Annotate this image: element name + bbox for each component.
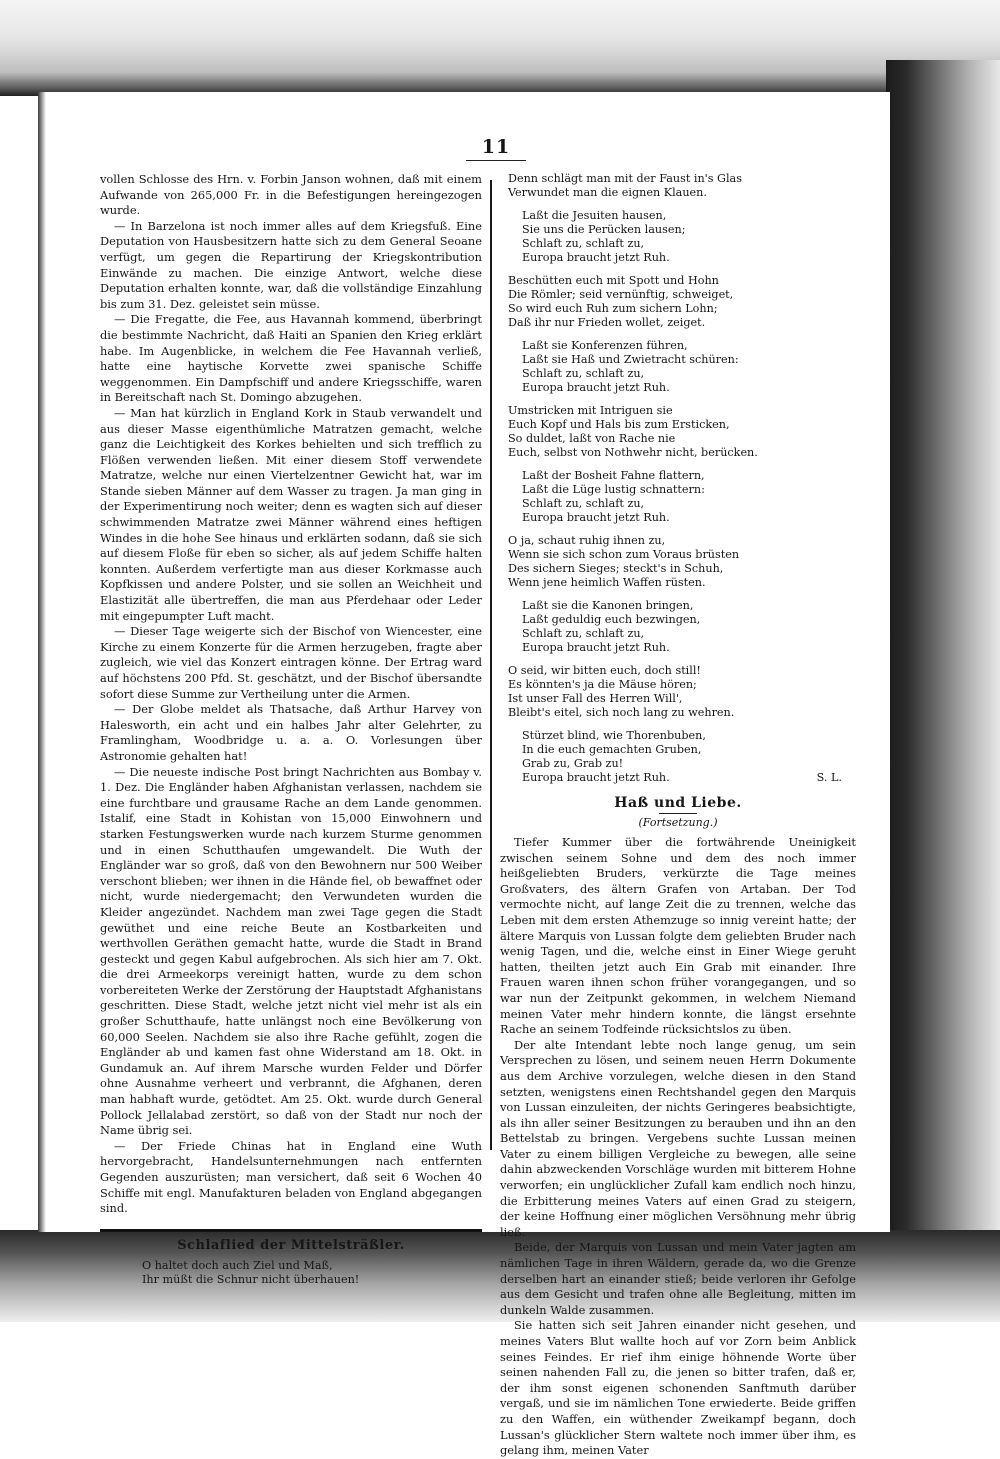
poem-line: Verwundet man die eignen Klauen. [508, 186, 707, 199]
poem-line: Stürzet blind, wie Thorenbuben, [522, 729, 706, 742]
poem-line: Europa braucht jetzt Ruh. [522, 641, 670, 654]
left-column [100, 172, 482, 1287]
poem-line: O haltet doch auch Ziel und Maß, [142, 1258, 333, 1272]
story-title: Haß und Liebe. [614, 795, 742, 811]
poem-line: Beschütten euch mit Spott und Hohn [508, 274, 719, 287]
poem-signature: S. L. [816, 771, 842, 784]
poem-line: Ist unser Fall des Herren Will', [508, 692, 683, 705]
poem-line: Wenn jene heimlich Waffen rüsten. [508, 576, 706, 589]
poem-line: Bleibt's eitel, sich noch lang zu wehren. [508, 706, 735, 719]
article-paragraph: — Die Fregatte, die Fee, aus Havannah kommend, überbringt die bestimmte Nachricht, daß Haiti an Spanien den Krieg erklärt habe. Im Augenblicke, in welchem die Fee Havannah verließ, hatte eine haytische Korvette zwei spanische Schiffe weggenommen. Ein Dampfschiff und andere Kriegsschiffe, waren in Bereitschaft nach St. Domingo abzugehen. [100, 312, 482, 405]
story-body [500, 835, 856, 1459]
binding-edge [38, 92, 46, 1232]
page-number-rule [466, 160, 526, 161]
poem-body [500, 172, 856, 785]
poem-line [522, 771, 856, 785]
poem-line: Sie uns die Perücken lausen; [522, 223, 686, 236]
poem-line: Schlaft zu, schlaft zu, [522, 627, 645, 640]
page-number: 11 [481, 136, 511, 158]
poem-line: Laßt sie Haß und Zwietracht schüren: [522, 353, 739, 366]
poem-line: Wenn sie sich schon zum Voraus brüsten [508, 548, 740, 561]
poem-line: Grab zu, Grab zu! [522, 757, 624, 770]
article-paragraph: vollen Schlosse des Hrn. v. Forbin Janson wohnen, daß mit einem Aufwande von 265,000 Fr. in die Befestigungen hereingezogen wurde. [100, 172, 482, 218]
poem-line: So duldet, laßt von Rache nie [508, 432, 676, 445]
column-divider [490, 180, 492, 1150]
poem-line: O seid, wir bitten euch, doch still! [508, 664, 701, 677]
poem-line: Europa braucht jetzt Ruh. [522, 381, 670, 394]
poem-line: In die euch gemachten Gruben, [522, 743, 702, 756]
poem-line: Laßt die Jesuiten hausen, [522, 209, 667, 222]
poem-refrain [500, 339, 856, 395]
article-paragraph: — In Barzelona ist noch immer alles auf dem Kriegsfuß. Eine Deputation von Hausbesitzern hatte sich zu dem General Seoane verfügt, um gegen die Repartirung der Kriegskontribution Einwände zu machen. Die einzige Antwort, welche diese Deputation erhalten konnte, war, daß die vollständige Einzahlung bis zum 31. Dez. geleistet sein müsse. [100, 218, 482, 311]
article-paragraph: — Dieser Tage weigerte sich der Bischof von Wiencester, eine Kirche zu einem Konzerte für die Armen herzugeben, fragte aber zugleich, wie viel das Konzert eintragen könne. Der Ertrag ward auf höchstens 200 Pfd. St. geschätzt, und der Bischof übersandte sofort diese Summe zur Vertheilung unter die Armen. [100, 624, 482, 701]
story-paragraph: Sie hatten sich seit Jahren einander nicht gesehen, und meines Vaters Blut wallte hoch auf vor Zorn beim Anblick seines Feindes. Er rief ihm einige höhnende Worte über seinen nahenden Fall zu, die jenen so bitter trafen, daß er, der ihm sonst eigenen schonenden Sanftmuth darüber vergaß, und sie im nämlichen Tone erwiederte. Beide griffen zu den Waffen, ein wüthender Zweikampf begann, doch Lussan's glücklicher Stern waltete noch immer über ihm, es gelang ihm, meinen Vater [500, 1318, 856, 1458]
poem-line: Daß ihr nur Frieden wollet, zeiget. [508, 316, 706, 329]
poem-title: Schlaflied der Mittelsträßler. [177, 1237, 405, 1253]
poem-line: Schlaft zu, schlaft zu, [522, 497, 645, 510]
poem-line: Die Römler; seid vernünftig, schweiget, [508, 288, 734, 301]
article-paragraph: — Der Friede Chinas hat in England eine Wuth hervorgebracht, Handelsunternehmungen nach entfernten Gegenden auszurüsten; man versichert, daß seit 6 Wochen 40 Schiffe mit engl. Manufakturen beladen von England abgegangen sind. [100, 1138, 482, 1216]
title-rule [659, 813, 697, 814]
poem-refrain [500, 209, 856, 265]
poem-line: Umstricken mit Intriguen sie [508, 404, 673, 417]
poem-line: Denn schlägt man mit der Faust in's Glas [508, 172, 742, 185]
story-paragraph: Der alte Intendant lebte noch lange genug, um sein Versprechen zu lösen, und seinem neuen Herrn Dokumente aus dem Archive vorzulegen, welche diesen in den Stand setzten, wenigstens einen Rechtshandel gegen den Marquis von Lussan einzuleiten, der nichts Geringeres beabsichtigte, als ihn aller seiner Besitzungen zu berauben und ihn an den Bettelstab zu bringen. Vergebens suchte Lussan meinen Vater zu einem billigen Vergleiche zu bewegen, alle seine dahin abzweckenden Vorschläge wurden mit bitterem Hohne verworfen; ein unglücklicher Zufall kam endlich noch hinzu, die Erbitterung meines Vaters auf einen Grad zu steigern, der keine Hoffnung einer möglichen Versöhnung mehr übrig ließ. [500, 1037, 856, 1239]
poem-line: Schlaft zu, schlaft zu, [522, 367, 645, 380]
right-column [500, 172, 856, 1459]
poem-stanza [500, 274, 856, 330]
poem-line: Laßt sie die Kanonen bringen, [522, 599, 694, 612]
poem-stanza [500, 664, 856, 720]
poem-stanza [500, 534, 856, 590]
news-articles [100, 172, 482, 1217]
poem-line-text: Europa braucht jetzt Ruh. [522, 771, 670, 784]
poem-refrain [500, 729, 856, 785]
article-paragraph: — Man hat kürzlich in England Kork in Staub verwandelt und aus dieser Masse eigenthümliche Matratzen gemacht, welche ganz die Leichtigkeit des Korkes behielten und sich trefflich zu Flößen verwenden ließen. Mit einer diesem Stoff verwendete Matratze, welche nur einen Viertelzentner Gewicht hat, war im Stande sieben Männer auf dem Wasser zu tragen. Ja man ging in der Experimentirung noch weiter; denn es wagten sich auf dieser schwimmenden Matratze zwei Männer während eines heftigen Windes in die hohe See hinaus und erklärten sodann, daß sie sich auf diesem Floße für eben so sicher, als auf jedem Schiffe halten konnten. Außerdem verfertigte man aus dieser Korkmasse auch Kopfkissen und andere Polster, und sie sollen an Weichheit und Elastizität alle übertreffen, die man aus Pferdehaar oder Leder mit eingepumpter Luft macht. [100, 405, 482, 623]
poem-line: Europa braucht jetzt Ruh. [522, 511, 670, 524]
article-paragraph: — Der Globe meldet als Thatsache, daß Arthur Harvey von Halesworth, ein acht und ein halbes Jahr alter Gelehrter, zu Framlingham, Woodbridge u. a. a. O. Vorlesungen über Astronomie gehalten hat! [100, 702, 482, 763]
poem-line: Des sichern Sieges; steckt's in Schuh, [508, 562, 724, 575]
poem-line: Europa braucht jetzt Ruh. [522, 251, 670, 264]
poem-refrain [500, 599, 856, 655]
section-divider [100, 1229, 482, 1232]
poem-stanza [500, 172, 856, 200]
story-paragraph: Beide, der Marquis von Lussan und mein Vater jagten am nämlichen Tage in ihren Wäldern, gerade da, wo die Grenze derselben hart an einander stieß; beide verloren ihr Gefolge aus dem Gesicht und trafen ohne alle Begleitung, mitten im dunkeln Walde zusammen. [500, 1240, 856, 1317]
story-subtitle: (Fortsetzung.) [638, 816, 718, 829]
poem-line: Ihr müßt die Schnur nicht überhauen! [142, 1272, 360, 1286]
article-paragraph: — Die neueste indische Post bringt Nachrichten aus Bombay v. 1. Dez. Die Engländer haben Afghanistan verlassen, nachdem sie eine furchtbare und grausame Rache an dem Lande genommen. Istalif, eine Stadt in Kohistan von 15,000 Einwohnern und starken Festungswerken wurde nach kurzem Sturme genommen und in einen Schutthaufen umgewandelt. Die Wuth der Engländer war so groß, daß von den Bewohnern nur 500 Weiber verschont blieben; wer ihnen in die Hände fiel, ob bewaffnet oder nicht, wurde niedergemacht; den Verwundeten wurden die Kleider angezündet. Nachdem man zwei Tage gegen die Stadt gewüthet und eine reiche Beute an Kostbarkeiten und werthvollen Geräthen gemacht hatte, wurde die Stadt in Brand gesteckt und gegen Kabul aufgebrochen. Als sich hier am 7. Okt. die drei Armeekorps vereinigt hatten, wurde zu dem schon vorbereiteten Werke der Zerstörung der Hauptstadt Afghanistans geschritten. Diese Stadt, welche jetzt nicht viel mehr ist als ein großer Schutthaufe, hatte unlängst noch eine Bevölkerung von 60,000 Seelen. Nachdem sie also ihre Rache gefühlt, zogen die Engländer ab und kamen fast ohne Widerstand am 18. Okt. in Gundamuk an. Auf ihrem Marsche wurden Felder und Dörfer ohne Ausnahme verheert und verbrannt, die Afghanen, deren man habhaft wurde, getödtet. Am 25. Okt. wurde durch General Pollock Jellalabad zerstört, so daß von der Stadt nur noch der Name übrig sei. [100, 764, 482, 1138]
poem-line: Laßt geduldig euch bezwingen, [522, 613, 701, 626]
poem-intro [100, 1259, 482, 1287]
poem-line: Laßt die Lüge lustig schnattern: [522, 483, 705, 496]
poem-refrain [500, 469, 856, 525]
poem-line: So wird euch Ruh zum sichern Lohn; [508, 302, 718, 315]
poem-line: Schlaft zu, schlaft zu, [522, 237, 645, 250]
scan-top-shadow [0, 0, 1000, 96]
poem-stanza [500, 404, 856, 460]
poem-line: Laßt der Bosheit Fahne flattern, [522, 469, 705, 482]
poem-line: O ja, schaut ruhig ihnen zu, [508, 534, 666, 547]
story-paragraph: Tiefer Kummer über die fortwährende Uneinigkeit zwischen seinem Sohne und dem des noch immer heißgeliebten Bruders, verkürzte die Tage meines Großvaters, des ältern Grafen von Artaban. Der Tod vermochte nicht, auf lange Zeit die zu trennen, welche das Leben mit dem ersten Athemzuge so innig vereint hatte; der ältere Marquis von Lussan folgte dem geliebten Bruder nach wenig Tagen, und die, welche einst in Einer Wiege geruht hatten, theilten jetzt auch Ein Grab mit einander. Ihre Frauen waren ihnen schon früher vorangegangen, und so war nun der Zeitpunkt gekommen, in welchem Niemand meinen Vater mehr hindern konnte, die längst ersehnte Rache an seinem Todfeinde rücksichtslos zu üben. [500, 835, 856, 1037]
poem-line: Laßt sie Konferenzen führen, [522, 339, 688, 352]
poem-line: Euch, selbst von Nothwehr nicht, berücken. [508, 446, 758, 459]
scan-right-shadow [886, 60, 1000, 1240]
newspaper-page [38, 92, 890, 1458]
poem-line: Es könnten's ja die Mäuse hören; [508, 678, 697, 691]
poem-line: Euch Kopf und Hals bis zum Ersticken, [508, 418, 730, 431]
